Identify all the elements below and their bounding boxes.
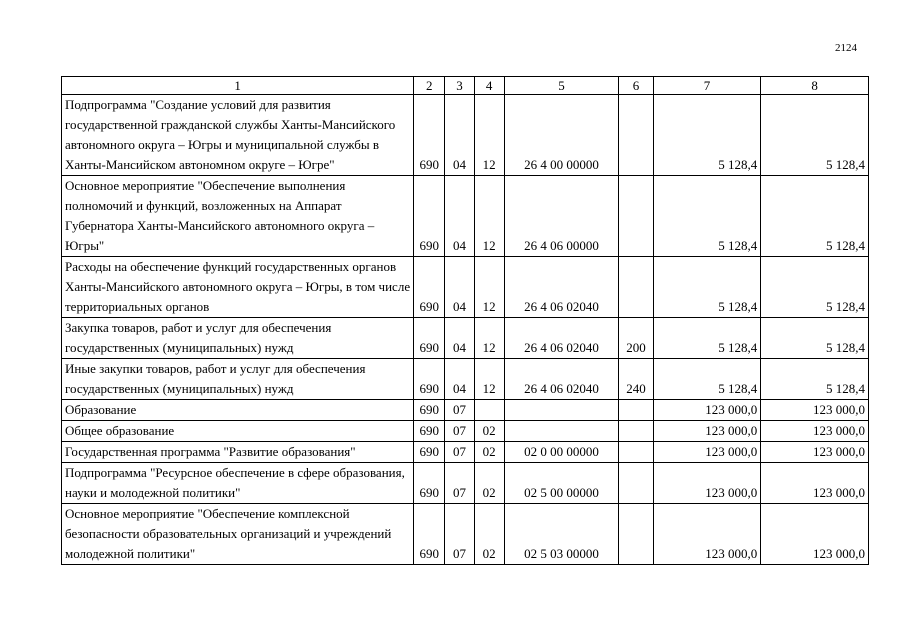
- table-row: [62, 504, 869, 565]
- row-name: Иные закупки товаров, работ и услуг для обеспечения государственных (муниципальных) нужд: [62, 359, 414, 400]
- row-col8: 5 128,4: [761, 359, 869, 400]
- row-name: Основное мероприятие "Обеспечение выполнения полномочий и функций, возложенных на Аппарат Губернатора Ханты-Мансийского автономного округа – Югры": [62, 176, 414, 257]
- row-col7: 123 000,0: [653, 504, 761, 565]
- row-col3: 07: [445, 400, 474, 421]
- row-col4: 12: [474, 359, 504, 400]
- row-name: Закупка товаров, работ и услуг для обеспечения государственных (муниципальных) нужд: [62, 318, 414, 359]
- table-row: [62, 400, 869, 421]
- row-col3: 04: [445, 95, 474, 176]
- row-col5: 26 4 00 00000: [504, 95, 619, 176]
- row-col7: 5 128,4: [653, 95, 761, 176]
- row-col7: 5 128,4: [653, 176, 761, 257]
- row-col4: 02: [474, 421, 504, 442]
- row-col6: [619, 95, 653, 176]
- row-col4: 12: [474, 95, 504, 176]
- row-col8: 5 128,4: [761, 318, 869, 359]
- row-name: Подпрограмма "Ресурсное обеспечение в сфере образования, науки и молодежной политики": [62, 463, 414, 504]
- row-col8: 123 000,0: [761, 463, 869, 504]
- header-col-2: 2: [414, 77, 445, 95]
- row-col3: 04: [445, 176, 474, 257]
- row-col2: 690: [414, 176, 445, 257]
- row-col2: 690: [414, 95, 445, 176]
- row-col3: 04: [445, 318, 474, 359]
- row-col6: [619, 400, 653, 421]
- row-col7: 123 000,0: [653, 442, 761, 463]
- row-col2: 690: [414, 421, 445, 442]
- row-name: Основное мероприятие "Обеспечение комплексной безопасности образовательных организаций и учреждений молодежной политики": [62, 504, 414, 565]
- table-row: [62, 442, 869, 463]
- row-col5: 26 4 06 02040: [504, 359, 619, 400]
- row-col8: 5 128,4: [761, 257, 869, 318]
- row-col5: [504, 400, 619, 421]
- page-number: 2124: [835, 42, 857, 54]
- row-col4: 02: [474, 504, 504, 565]
- row-col7: 123 000,0: [653, 400, 761, 421]
- row-col2: 690: [414, 318, 445, 359]
- row-col5: 26 4 06 00000: [504, 176, 619, 257]
- row-col7: 5 128,4: [653, 359, 761, 400]
- row-col6: [619, 442, 653, 463]
- row-col8: 5 128,4: [761, 95, 869, 176]
- row-col8: 123 000,0: [761, 504, 869, 565]
- header-col-4: 4: [474, 77, 504, 95]
- row-col7: 5 128,4: [653, 318, 761, 359]
- row-col2: 690: [414, 442, 445, 463]
- row-col2: 690: [414, 400, 445, 421]
- row-col3: 04: [445, 257, 474, 318]
- row-col7: 5 128,4: [653, 257, 761, 318]
- table-row: [62, 421, 869, 442]
- row-name: Государственная программа "Развитие образования": [62, 442, 414, 463]
- row-col8: 123 000,0: [761, 421, 869, 442]
- row-col5: 02 5 00 00000: [504, 463, 619, 504]
- row-col2: 690: [414, 504, 445, 565]
- row-col4: 02: [474, 463, 504, 504]
- row-col6: 240: [619, 359, 653, 400]
- table-row: [62, 318, 869, 359]
- row-col5: 02 5 03 00000: [504, 504, 619, 565]
- row-col6: [619, 504, 653, 565]
- row-col4: 12: [474, 318, 504, 359]
- row-col3: 07: [445, 442, 474, 463]
- row-col6: [619, 421, 653, 442]
- row-name: Образование: [62, 400, 414, 421]
- header-col-6: 6: [619, 77, 653, 95]
- table-header-row: [62, 77, 869, 95]
- table-row: [62, 463, 869, 504]
- row-col5: 02 0 00 00000: [504, 442, 619, 463]
- table-row: [62, 176, 869, 257]
- row-col4: [474, 400, 504, 421]
- row-col3: 07: [445, 504, 474, 565]
- row-name: Подпрограмма "Создание условий для развития государственной гражданской службы Ханты-Мансийского автономного округа – Югры и муниципальной службы в Ханты-Мансийском автономном округе – Югре": [62, 95, 414, 176]
- budget-table: [61, 76, 869, 565]
- row-col5: 26 4 06 02040: [504, 318, 619, 359]
- row-col3: 04: [445, 359, 474, 400]
- row-col7: 123 000,0: [653, 421, 761, 442]
- row-name: Расходы на обеспечение функций государственных органов Ханты-Мансийского автономного округа – Югры, в том числе территориальных органов: [62, 257, 414, 318]
- row-col2: 690: [414, 463, 445, 504]
- row-col8: 123 000,0: [761, 400, 869, 421]
- row-col4: 12: [474, 257, 504, 318]
- row-col7: 123 000,0: [653, 463, 761, 504]
- header-col-3: 3: [445, 77, 474, 95]
- row-col4: 12: [474, 176, 504, 257]
- row-col6: [619, 257, 653, 318]
- row-col5: [504, 421, 619, 442]
- row-name: Общее образование: [62, 421, 414, 442]
- table-row: [62, 257, 869, 318]
- header-col-5: 5: [504, 77, 619, 95]
- row-col5: 26 4 06 02040: [504, 257, 619, 318]
- row-col6: 200: [619, 318, 653, 359]
- table-row: [62, 95, 869, 176]
- row-col3: 07: [445, 463, 474, 504]
- row-col3: 07: [445, 421, 474, 442]
- row-col4: 02: [474, 442, 504, 463]
- header-col-7: 7: [653, 77, 761, 95]
- table-row: [62, 359, 869, 400]
- row-col6: [619, 463, 653, 504]
- header-col-1: 1: [62, 77, 414, 95]
- row-col8: 5 128,4: [761, 176, 869, 257]
- header-col-8: 8: [761, 77, 869, 95]
- row-col2: 690: [414, 257, 445, 318]
- row-col2: 690: [414, 359, 445, 400]
- row-col6: [619, 176, 653, 257]
- row-col8: 123 000,0: [761, 442, 869, 463]
